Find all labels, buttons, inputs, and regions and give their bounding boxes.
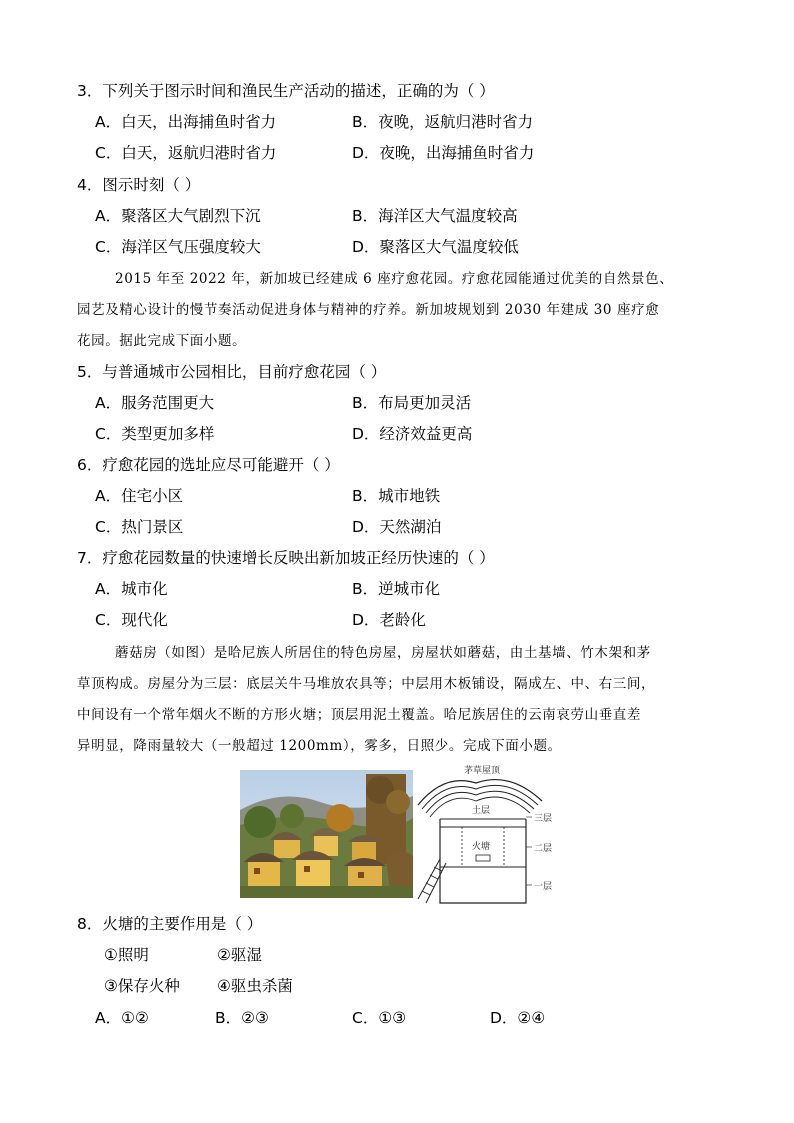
question-7-option-a[interactable]: A．城市化	[95, 580, 168, 598]
label-floor-3: 三层	[534, 814, 553, 824]
question-8-stem: 8．火塘的主要作用是（ ）	[77, 915, 263, 933]
question-3-option-a[interactable]: A．白天，出海捕鱼时省力	[95, 113, 277, 131]
question-4-stem: 4．图示时刻（ ）	[77, 176, 201, 194]
label-floor-2: 二层	[534, 844, 553, 854]
question-8-option-a[interactable]: A．①②	[95, 1009, 149, 1027]
question-3-option-d[interactable]: D．夜晚，出海捕鱼时省力	[352, 144, 535, 162]
question-6-option-b[interactable]: B．城市地铁	[352, 487, 441, 505]
question-5-option-b[interactable]: B．布局更加灵活	[352, 394, 472, 412]
question-8-option-b[interactable]: B．②③	[215, 1009, 269, 1027]
question-5-option-a[interactable]: A．服务范围更大	[95, 394, 215, 412]
passage-mushroom-house	[77, 638, 717, 762]
question-8-option-d[interactable]: D．②④	[490, 1009, 546, 1027]
question-6-option-c[interactable]: C．热门景区	[95, 518, 184, 536]
mushroom-house-photo	[240, 770, 413, 898]
question-5-option-d[interactable]: D．经济效益更高	[352, 425, 473, 443]
question-4-option-a[interactable]: A．聚落区大气剧烈下沉	[95, 207, 261, 225]
question-7-stem: 7．疗愈花园数量的快速增长反映出新加坡正经历快速的（ ）	[77, 549, 495, 567]
passage-1-line-1: 2015 年至 2022 年，新加坡已经建成 6 座疗愈花园。疗愈花园能通过优美的自然景色、	[115, 271, 674, 287]
question-8-option-c[interactable]: C．①③	[352, 1009, 407, 1027]
passage-1-line-3: 花园。据此完成下面小题。	[77, 333, 247, 349]
passage-2-line-3: 中间设有一个常年烟火不断的方形火塘；顶层用泥土覆盖。哈尼族居住的云南哀劳山垂直差	[77, 707, 641, 723]
passage-healing-gardens	[77, 264, 717, 357]
question-7-option-c[interactable]: C．现代化	[95, 611, 168, 629]
question-3-option-b[interactable]: B．夜晚，返航归港时省力	[352, 113, 534, 131]
mushroom-house-diagram	[414, 763, 564, 905]
label-firepit: 火塘	[472, 842, 491, 852]
question-3-stem: 3．下列关于图示时间和渔民生产活动的描述，正确的为（ ）	[77, 82, 495, 100]
question-5-stem: 5．与普通城市公园相比，目前疗愈花园（ ）	[77, 363, 387, 381]
label-thatched-roof: 茅草屋顶	[464, 766, 501, 776]
passage-2-line-2: 草顶构成。房屋分为三层：底层关牛马堆放农具等；中层用木板铺设，隔成左、中、右三间，	[77, 676, 656, 692]
question-8-item-2: ②驱湿	[217, 946, 262, 964]
question-3-option-c[interactable]: C．白天，返航归港时省力	[95, 144, 277, 162]
question-4-option-d[interactable]: D．聚落区大气温度较低	[352, 238, 519, 256]
passage-2-line-1: 蘑菇房（如图）是哈尼族人所居住的特色房屋，房屋状如蘑菇，由土基墙、竹木架和茅	[115, 645, 651, 661]
question-6-option-a[interactable]: A．住宅小区	[95, 487, 184, 505]
label-soil-layer: 土层	[472, 806, 491, 816]
question-7-option-d[interactable]: D．老龄化	[352, 611, 426, 629]
question-8-item-3: ③保存火种	[104, 977, 180, 995]
label-floor-1: 一层	[534, 882, 553, 892]
question-5-option-c[interactable]: C．类型更加多样	[95, 425, 215, 443]
passage-2-line-4: 异明显，降雨量较大（一般超过 1200mm），雾多，日照少。完成下面小题。	[77, 738, 562, 754]
question-8-item-4: ④驱虫杀菌	[217, 977, 293, 995]
question-4-option-c[interactable]: C．海洋区气压强度较大	[95, 238, 261, 256]
question-7-option-b[interactable]: B．逆城市化	[352, 580, 441, 598]
passage-1-line-2: 园艺及精心设计的慢节奏活动促进身体与精神的疗养。新加坡规划到 2030 年建成 30 座疗愈	[77, 302, 660, 318]
question-8-item-1: ①照明	[104, 946, 149, 964]
question-6-option-d[interactable]: D．天然湖泊	[352, 518, 442, 536]
question-6-stem: 6．疗愈花园的选址应尽可能避开（ ）	[77, 456, 340, 474]
question-4-option-b[interactable]: B．海洋区大气温度较高	[352, 207, 518, 225]
